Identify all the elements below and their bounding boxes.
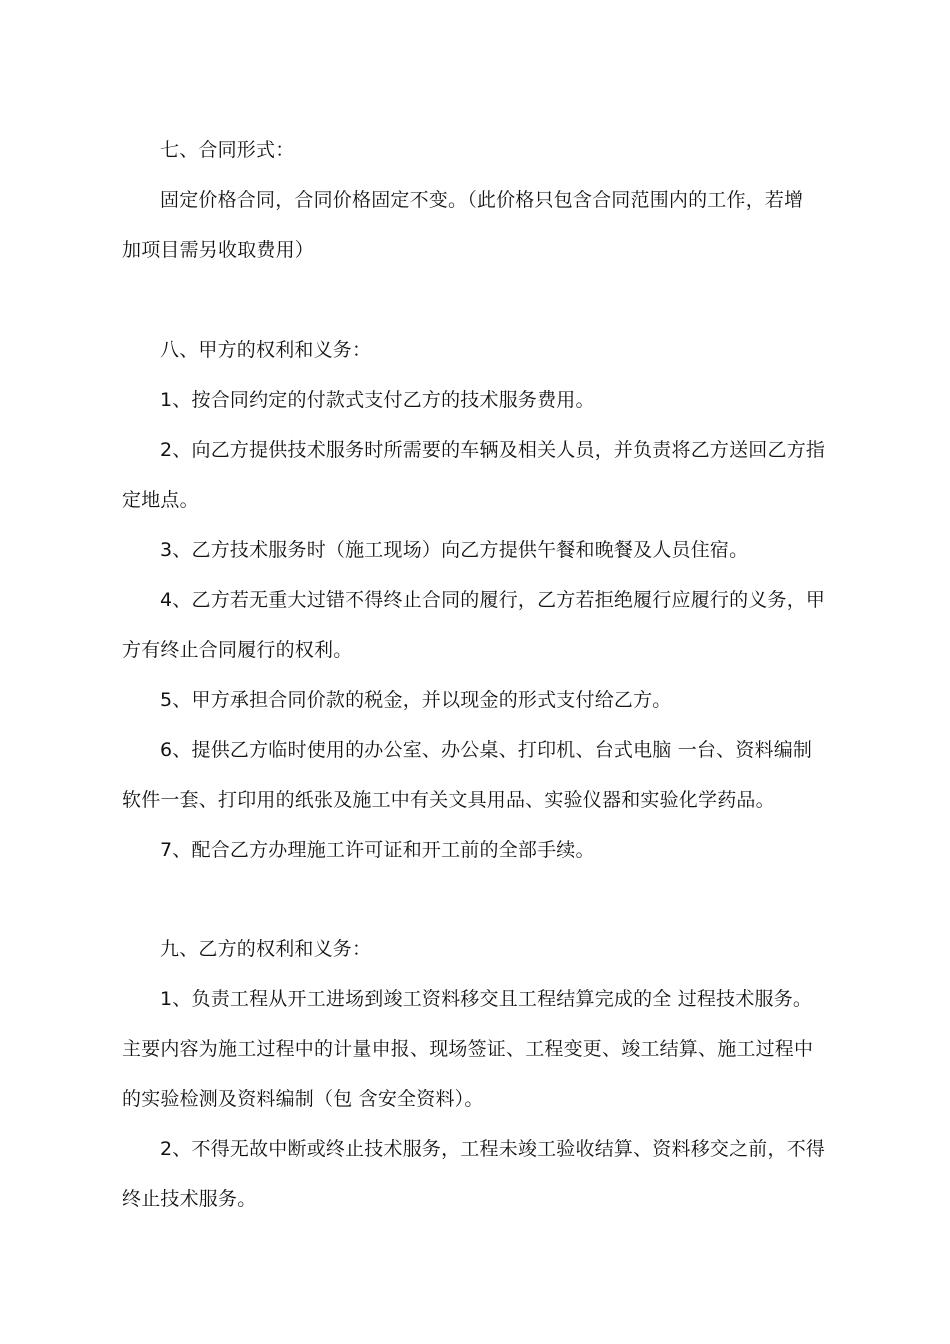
section8-item7: 7、配合乙方办理施工许可证和开工前的全部手续。 bbox=[160, 839, 595, 861]
section8-item4-line2: 方有终止合同履行的权利。 bbox=[122, 639, 353, 661]
section8-item3: 3、乙方技术服务时（施工现场）向乙方提供午餐和晚餐及人员住宿。 bbox=[160, 539, 749, 561]
section8-heading: 八、甲方的权利和义务： bbox=[160, 339, 372, 361]
section9-item2-line2: 终止技术服务。 bbox=[122, 1188, 257, 1210]
section8-item6-line1: 6、提供乙方临时使用的办公室、办公桌、打印机、台式电脑 一台、资料编制 bbox=[160, 739, 813, 761]
section8-item4-line1: 4、乙方若无重大过错不得终止合同的履行，乙方若拒绝履行应履行的义务，甲 bbox=[160, 589, 826, 611]
section8-item6-line2: 软件一套、打印用的纸张及施工中有关文具用品、实验仪器和实验化学药品。 bbox=[122, 789, 775, 811]
section8-item2-line1: 2、向乙方提供技术服务时所需要的车辆及相关人员，并负责将乙方送回乙方指 bbox=[160, 439, 826, 461]
section9-item2-line1: 2、不得无故中断或终止技术服务，工程未竣工验收结算、资料移交之前，不得 bbox=[160, 1138, 826, 1160]
section8-item5: 5、甲方承担合同价款的税金，并以现金的形式支付给乙方。 bbox=[160, 689, 672, 711]
section9-heading: 九、乙方的权利和义务： bbox=[160, 938, 372, 960]
section8-item2-line2: 定地点。 bbox=[122, 489, 199, 511]
section8-item1: 1、按合同约定的付款式支付乙方的技术服务费用。 bbox=[160, 389, 595, 411]
section7-heading: 七、合同形式： bbox=[160, 139, 295, 161]
section7-paragraph-line2: 加项目需另收取费用） bbox=[122, 239, 315, 261]
section9-item1-line2: 主要内容为施工过程中的计量申报、现场签证、工程变更、竣工结算、施工过程中 bbox=[122, 1038, 814, 1060]
section9-item1-line3: 的实验检测及资料编制（包 含安全资料）。 bbox=[122, 1088, 484, 1110]
section7-paragraph-line1: 固定价格合同，合同价格固定不变。（此价格只包含合同范围内的工作，若增 bbox=[160, 189, 804, 211]
section9-item1-line1: 1、负责工程从开工进场到竣工资料移交且工程结算完成的全 过程技术服务。 bbox=[160, 988, 813, 1010]
